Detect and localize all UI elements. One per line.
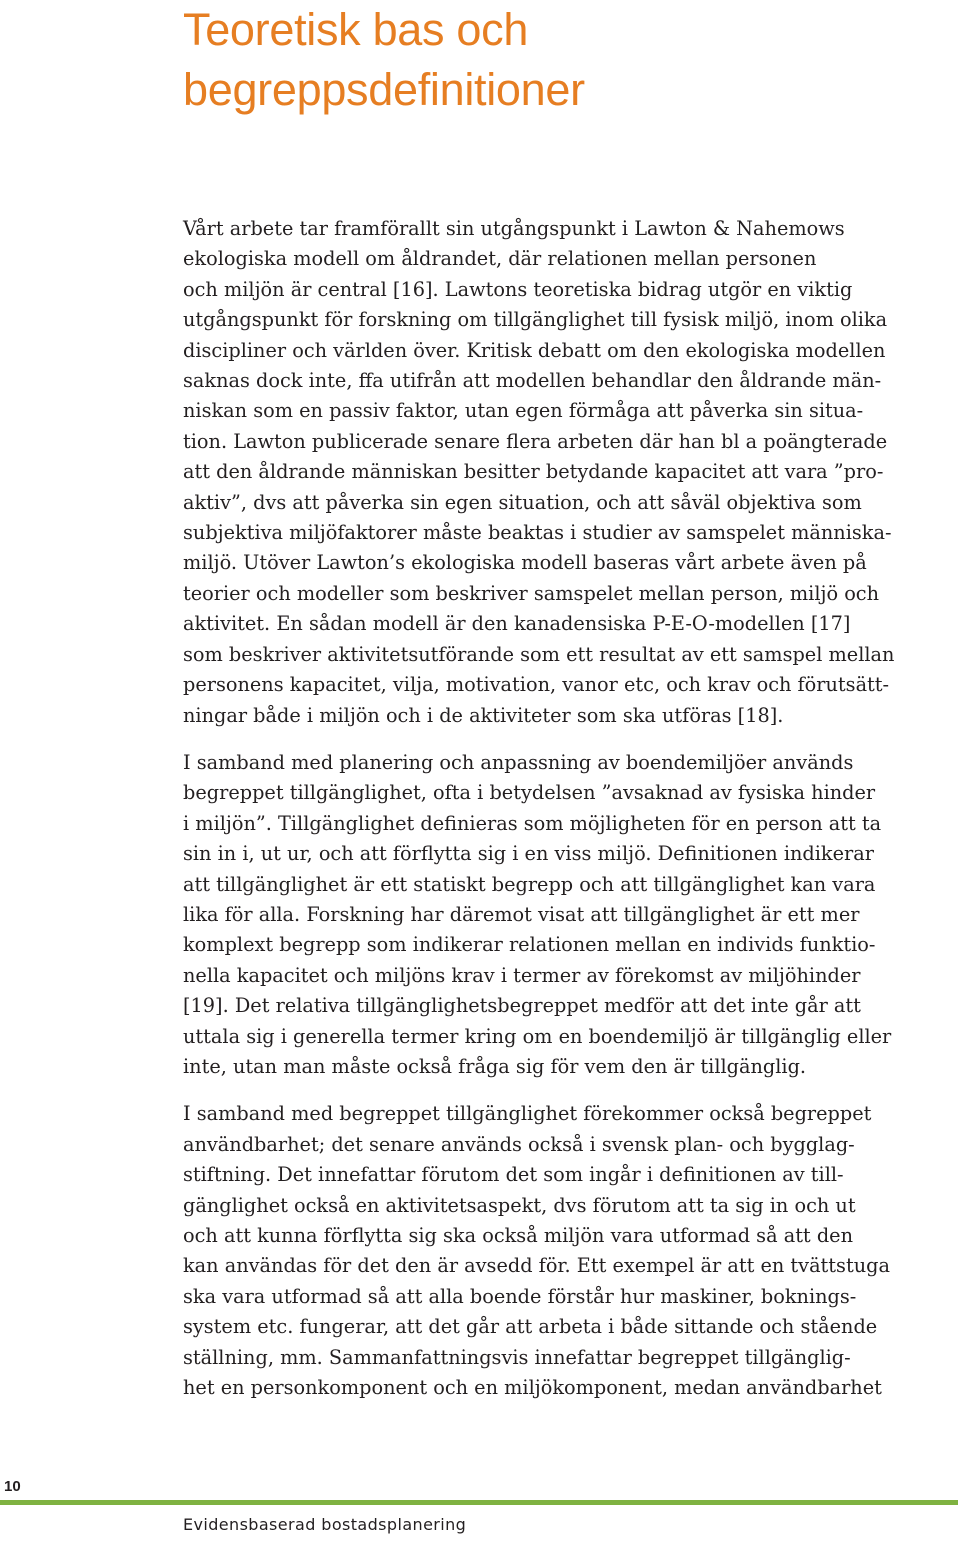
- paragraph-line: aktivitet. En sådan modell är den kanadensiska P-E-O-modellen [17]: [183, 612, 851, 636]
- paragraph-line: personens kapacitet, vilja, motivation, vanor etc, och krav och förutsätt-: [183, 673, 890, 697]
- paragraph-line: att den åldrande människan besitter betydande kapacitet att vara ”pro-: [183, 460, 884, 484]
- paragraph-line: system etc. fungerar, att det går att arbeta i både sittande och stående: [183, 1315, 878, 1339]
- paragraph-2: [183, 748, 958, 1082]
- paragraph-line: het en personkomponent och en miljökomponent, medan användbarhet: [183, 1376, 882, 1400]
- paragraph-line: i miljön”. Tillgänglighet definieras som möjligheten för en person att ta: [183, 811, 882, 835]
- paragraph-line: att tillgänglighet är ett statiskt begrepp och att tillgänglighet kan vara: [183, 872, 876, 896]
- paragraph-line: [19]. Det relativa tillgänglighetsbegreppet medför att det inte går att: [183, 994, 861, 1018]
- paragraph-line: niskan som en passiv faktor, utan egen förmåga att påverka sin situa-: [183, 399, 864, 423]
- paragraph-line: teorier och modeller som beskriver samspelet mellan person, miljö och: [183, 581, 880, 605]
- paragraph-line: som beskriver aktivitetsutförande som ett resultat av ett samspel mellan: [183, 642, 895, 666]
- footer-publication-title: Evidensbaserad bostadsplanering: [183, 1515, 467, 1534]
- paragraph-line: stiftning. Det innefattar förutom det som ingår i definitionen av till-: [183, 1163, 844, 1187]
- page-title: [183, 0, 585, 120]
- paragraph-line: saknas dock inte, ffa utifrån att modellen behandlar den åldrande män-: [183, 369, 882, 393]
- footer-rule: [0, 1500, 958, 1505]
- paragraph-line: I samband med planering och anpassning av boendemiljöer används: [183, 750, 854, 774]
- paragraph-1: [183, 214, 958, 731]
- paragraph-line: och miljön är central [16]. Lawtons teoretiska bidrag utgör en viktig: [183, 277, 853, 301]
- paragraph-line: Vårt arbete tar framförallt sin utgångspunkt i Lawton & Nahemows: [183, 217, 845, 240]
- paragraph-line: discipliner och världen över. Kritisk debatt om den ekologiska modellen: [183, 338, 886, 362]
- body-text: [183, 214, 958, 1403]
- paragraph-line: ekologiska modell om åldrandet, där relationen mellan personen: [183, 247, 817, 271]
- page-title-line-2: begreppsdefinitioner: [183, 64, 585, 115]
- paragraph-line: tion. Lawton publicerade senare flera arbeten där han bl a poängterade: [183, 429, 888, 453]
- paragraph-line: ska vara utformad så att alla boende förstår hur maskiner, boknings-: [183, 1284, 857, 1308]
- paragraph-line: komplext begrepp som indikerar relationen mellan en individs funktio-: [183, 933, 876, 957]
- paragraph-line: ställning, mm. Sammanfattningsvis innefattar begreppet tillgänglig-: [183, 1345, 851, 1369]
- page-number: 10: [4, 1478, 21, 1495]
- paragraph-line: ningar både i miljön och i de aktiviteter som ska utföras [18].: [183, 703, 784, 727]
- paragraph-line: begreppet tillgänglighet, ofta i betydelsen ”avsaknad av fysiska hinder: [183, 781, 876, 805]
- paragraph-line: aktiv”, dvs att påverka sin egen situation, och att såväl objektiva som: [183, 490, 862, 514]
- paragraph-line: gänglighet också en aktivitetsaspekt, dvs förutom att ta sig in och ut: [183, 1193, 856, 1217]
- paragraph-line: I samband med begreppet tillgänglighet förekommer också begreppet: [183, 1102, 872, 1126]
- paragraph-3: [183, 1099, 958, 1403]
- paragraph-line: lika för alla. Forskning har däremot visat att tillgänglighet är ett mer: [183, 902, 860, 926]
- paragraph-line: utgångspunkt för forskning om tillgänglighet till fysisk miljö, inom olika: [183, 308, 888, 332]
- paragraph-line: sin in i, ut ur, och att förflytta sig i en viss miljö. Definitionen indikerar: [183, 842, 874, 866]
- page-title-line-1: Teoretisk bas och: [183, 4, 529, 55]
- paragraph-line: inte, utan man måste också fråga sig för vem den är tillgänglig.: [183, 1054, 807, 1078]
- paragraph-line: nella kapacitet och miljöns krav i termer av förekomst av miljöhinder: [183, 963, 861, 987]
- paragraph-line: och att kunna förflytta sig ska också miljön vara utformad så att den: [183, 1224, 853, 1247]
- paragraph-line: subjektiva miljöfaktorer måste beaktas i studier av samspelet människa-: [183, 521, 892, 545]
- paragraph-line: miljö. Utöver Lawton’s ekologiska modell baseras vårt arbete även på: [183, 551, 867, 575]
- paragraph-line: användbarhet; det senare används också i svensk plan- och bygglag-: [183, 1132, 855, 1156]
- paragraph-line: uttala sig i generella termer kring om en boendemiljö är tillgänglig eller: [183, 1024, 892, 1048]
- paragraph-line: kan användas för det den är avsedd för. Ett exempel är att en tvättstuga: [183, 1254, 890, 1278]
